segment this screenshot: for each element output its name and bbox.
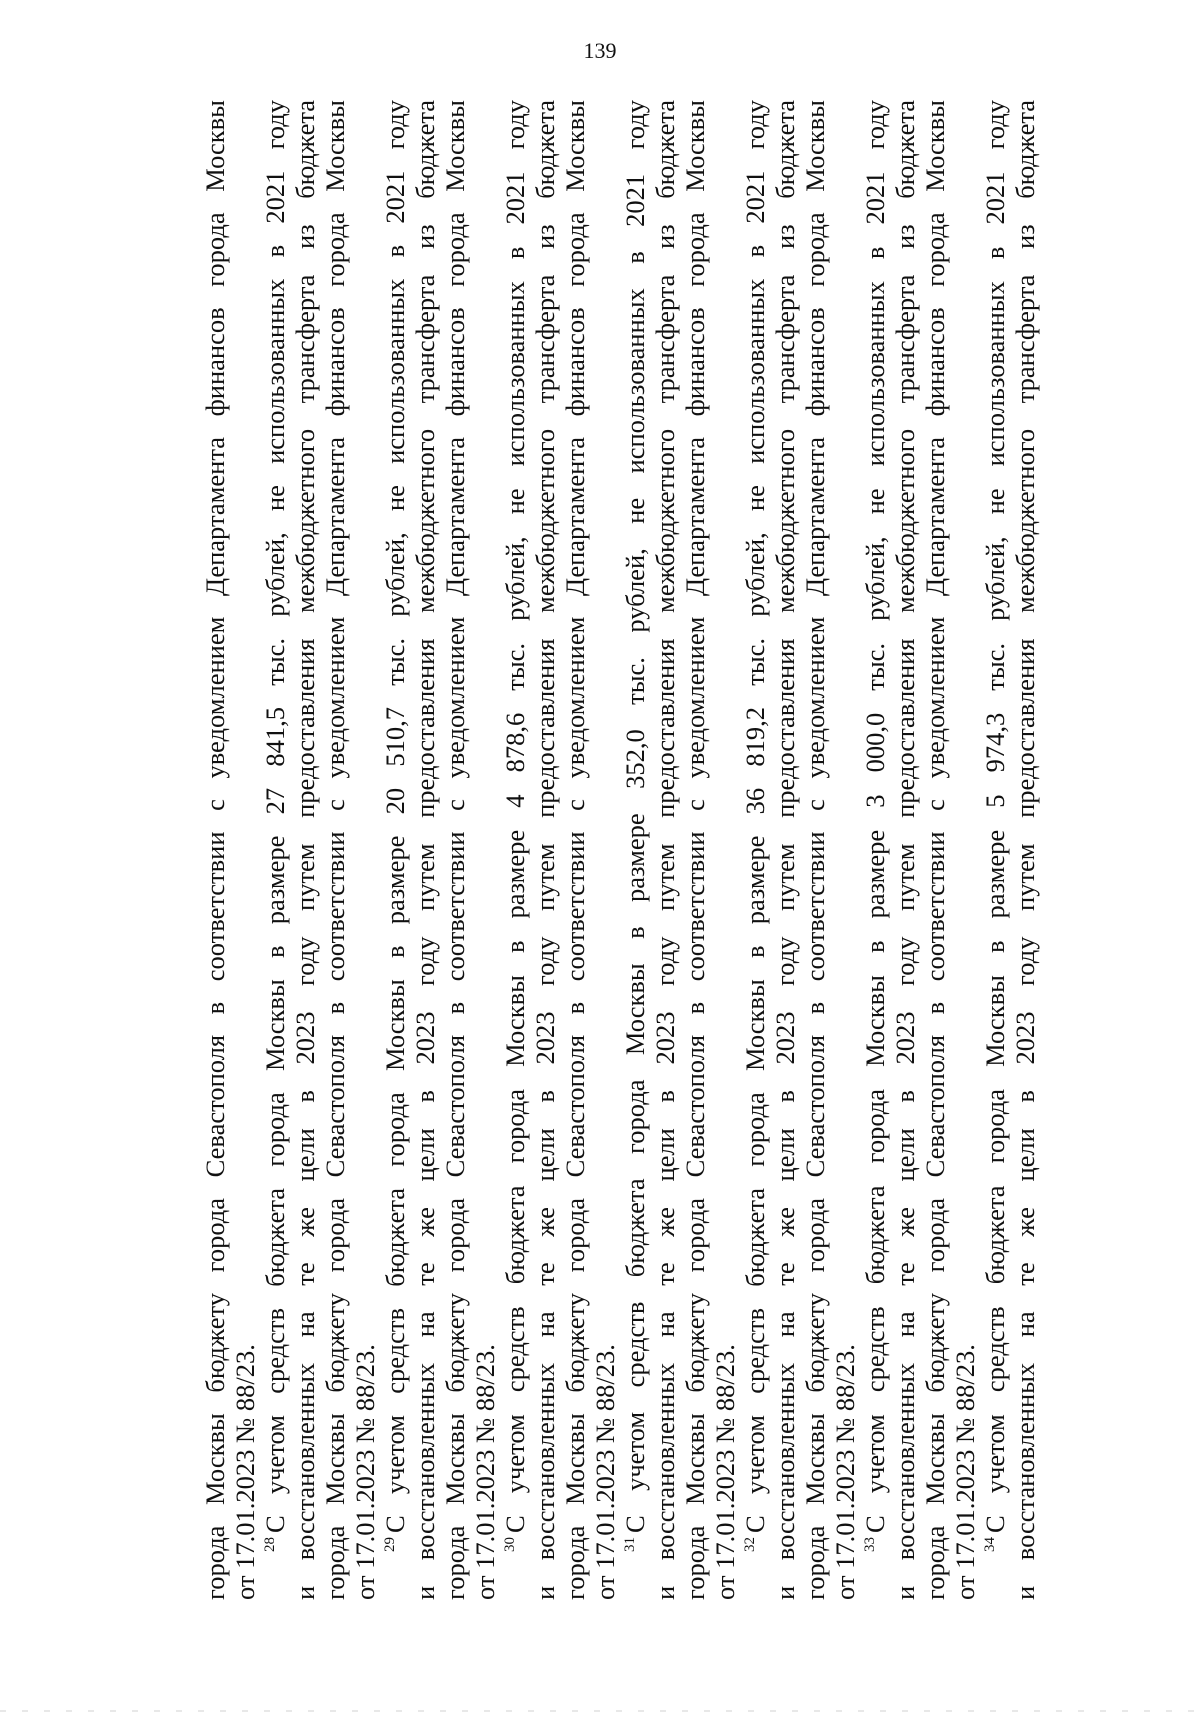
footnote-31-line (620, 100, 650, 1600)
footnote-31-line: города Москвы бюджету города Севастополя в соответствии с уведомлением Департамента финансов города Москвы (680, 100, 710, 1600)
footnote-marker: 32 (742, 1537, 759, 1552)
footnote-34-line (980, 100, 1010, 1600)
footnote-33-line: от 17.01.2023 № 88/23. (950, 1344, 980, 1600)
footnote-marker: 31 (622, 1537, 639, 1552)
footnote-31-line: от 17.01.2023 № 88/23. (710, 1344, 740, 1600)
footnote-33-line (860, 100, 890, 1600)
footnote-marker: 33 (862, 1537, 879, 1552)
footnote-28-line: от 17.01.2023 № 88/23. (350, 1344, 380, 1600)
footnote-32-line: города Москвы бюджету города Севастополя в соответствии с уведомлением Департамента финансов города Москвы (800, 100, 830, 1600)
footnote-text: С учетом средств бюджета города Москвы в размере 20 510,7 тыс. рублей, не использованных в 2021 году (380, 100, 410, 1533)
footnote-marker: 34 (982, 1537, 999, 1552)
footnote-text: С учетом средств бюджета города Москвы в размере 5 974,3 тыс. рублей, не использованных в 2021 году (980, 100, 1010, 1533)
footnote-32-line (740, 100, 770, 1600)
intro-line: города Москвы бюджету города Севастополя в соответствии с уведомлением Департамента финансов города Москвы (200, 100, 230, 1600)
footnote-28-line: города Москвы бюджету города Севастополя в соответствии с уведомлением Департамента финансов города Москвы (320, 100, 350, 1600)
footnote-28-line (260, 100, 290, 1600)
rotated-body-text (200, 100, 1100, 1600)
footnote-marker: 29 (382, 1537, 399, 1552)
footnote-30-line: и восстановленных на те же цели в 2023 году путем предоставления межбюджетного трансферта из бюджета (530, 100, 560, 1600)
footnote-text: С учетом средств бюджета города Москвы в размере 27 841,5 тыс. рублей, не использованных в 2021 году (260, 100, 290, 1533)
scan-artifact (0, 1710, 1200, 1712)
footnote-text: С учетом средств бюджета города Москвы в размере 352,0 тыс. рублей, не использованных в 2021 году (620, 100, 650, 1533)
footnote-29-line (380, 100, 410, 1600)
footnote-34-line: и восстановленных на те же цели в 2023 году путем предоставления межбюджетного трансферта из бюджета (1010, 100, 1040, 1600)
footnote-30-line (500, 100, 530, 1600)
footnote-33-line: города Москвы бюджету города Севастополя в соответствии с уведомлением Департамента финансов города Москвы (920, 100, 950, 1600)
footnote-29-line: от 17.01.2023 № 88/23. (470, 1344, 500, 1600)
footnote-text: С учетом средств бюджета города Москвы в размере 4 878,6 тыс. рублей, не использованных в 2021 году (500, 100, 530, 1533)
page-number: 139 (583, 38, 617, 63)
footnote-32-line: и восстановленных на те же цели в 2023 году путем предоставления межбюджетного трансферта из бюджета (770, 100, 800, 1600)
intro-line: от 17.01.2023 № 88/23. (230, 1344, 260, 1600)
footnote-text: С учетом средств бюджета города Москвы в размере 36 819,2 тыс. рублей, не использованных в 2021 году (740, 100, 770, 1533)
footnote-30-line: города Москвы бюджету города Севастополя в соответствии с уведомлением Департамента финансов города Москвы (560, 100, 590, 1600)
footnote-marker: 30 (502, 1537, 519, 1552)
footnote-29-line: города Москвы бюджету города Севастополя в соответствии с уведомлением Департамента финансов города Москвы (440, 100, 470, 1600)
footnote-33-line: и восстановленных на те же цели в 2023 году путем предоставления межбюджетного трансферта из бюджета (890, 100, 920, 1600)
footnote-text: С учетом средств бюджета города Москвы в размере 3 000,0 тыс. рублей, не использованных в 2021 году (860, 100, 890, 1533)
footnote-29-line: и восстановленных на те же цели в 2023 году путем предоставления межбюджетного трансферта из бюджета (410, 100, 440, 1600)
footnote-32-line: от 17.01.2023 № 88/23. (830, 1344, 860, 1600)
footnote-31-line: и восстановленных на те же цели в 2023 году путем предоставления межбюджетного трансферта из бюджета (650, 100, 680, 1600)
footnote-marker: 28 (262, 1537, 279, 1552)
text-block (200, 100, 1040, 1600)
footnote-28-line: и восстановленных на те же цели в 2023 году путем предоставления межбюджетного трансферта из бюджета (290, 100, 320, 1600)
footnote-30-line: от 17.01.2023 № 88/23. (590, 1344, 620, 1600)
